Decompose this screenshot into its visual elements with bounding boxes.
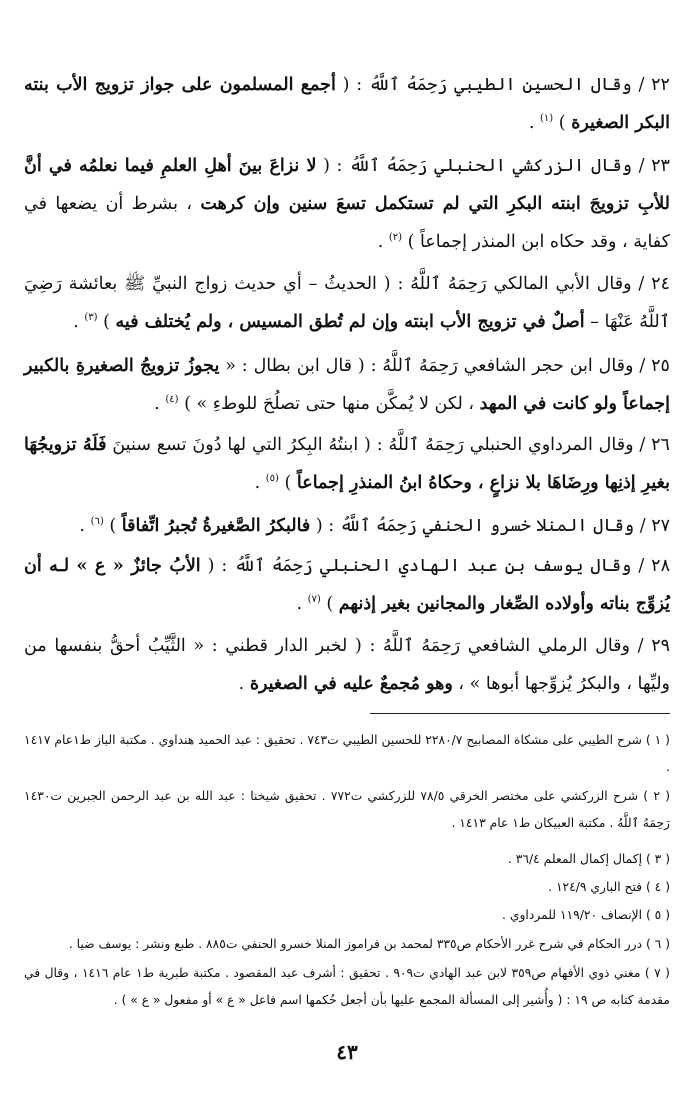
- paragraph-number: ٢٧ /: [639, 516, 670, 536]
- paragraph-26: [24, 426, 670, 502]
- paragraph-tail: ): [326, 594, 334, 614]
- paragraph-quote: وهو مُجمعٌ عليه في الصغيرة: [249, 674, 453, 694]
- paragraph-number: ٢٢ /: [638, 75, 670, 95]
- paragraph-tail: ): [284, 473, 292, 493]
- footnote-ref: (٧): [307, 594, 321, 606]
- paragraph-end: .: [377, 232, 384, 252]
- paragraph-end: .: [238, 674, 245, 694]
- paragraph-lead: وقال ابن حجر الشافعي رَحِمَهُ ٱللَّهُ : ( قال ابن بطال : «: [225, 356, 634, 376]
- paragraph-end: .: [154, 394, 160, 414]
- paragraph-end: .: [79, 516, 85, 536]
- footnote-ref: (١): [540, 113, 554, 125]
- paragraph-end: .: [254, 473, 261, 493]
- paragraph-number: ٢٣ /: [638, 156, 670, 176]
- paragraph-quote: الأبُ جائزٌ « ع » لـه أن يُزوِّج بناته وأولاده الصِّغار والمجانين بغير إذنهم: [24, 556, 670, 614]
- paragraph-number: ٢٦ /: [639, 435, 670, 455]
- page-number: ٤٣: [336, 1040, 358, 1064]
- paragraph-quote: فالبكرُ الصَّغيرةُ تُجبرُ اتِّفاقاً: [121, 516, 311, 536]
- paragraph-quote: فَلَهُ تزويجُهَا بغيرِ إذنِها ورِضَاهَا بلا نزاعٍ ، وحكاهُ ابنُ المنذرِ إجماعاً: [24, 435, 670, 493]
- footnote-ref: (٥): [265, 473, 279, 485]
- paragraph-27: [24, 507, 670, 545]
- footnote-3: ( ٣ ) إكمال إكمال المعلم ٣٦/٤ .: [507, 852, 670, 866]
- footnote-7: ( ٧ ) مغني ذوي الأفهام ص٣٥٩ لابن عبد الهادي ت٩٠٩ . تحقيق : أشرف عبد المقصود . مكتبة طبرية ط١ عام ١٤١٦ ، وقال في مقدمة كتابه ص ١٩ : ( وأُشير إلى المسألة المجمع عليها بأن أجعل حُكمها اسم فاعل « ع » أو مفعول « ع » ) .: [24, 966, 670, 1007]
- footnote-6: ( ٦ ) درر الحكام في شرح غرر الأحكام ص٣٣٥ لمحمد بن فراموز المنلا خسرو الحنفي ت٨٨٥ . طبع ونشر : يوسف ضيا .: [68, 937, 670, 951]
- paragraph-25: [24, 347, 670, 423]
- paragraph-lead: وقال الأبي المالكي رَحِمَهُ ٱللَّهُ : ( الحديثُ – أي حديث زواج النبيِّ ﷺ بعائشة رَضِيَ ٱللَّهُ عَنْهَا –: [24, 274, 670, 332]
- footnote-1: ( ١ ) شرح الطيبي على مشكاة المصابيح ٢٢٨٠/٧ للحسين الطيبي ت٧٤٣ . تحقيق : عبد الحميد هنداوي . مكتبة الباز ط١عام ١٤١٧ .: [24, 733, 670, 774]
- paragraph-tail: ، لكن لا يُمكَّن منها حتى تصلُحَ للوطءِ » ): [184, 394, 475, 414]
- paragraph-22: [24, 66, 670, 142]
- footnote-divider: [370, 713, 670, 714]
- footnote-ref: (٦): [90, 516, 104, 528]
- paragraph-number: ٢٤ /: [638, 274, 670, 294]
- paragraph-lead: وقال الحسين الطيبي رَحِمَهُ ٱللَّهُ : (: [342, 75, 632, 95]
- paragraph-24: [24, 265, 670, 341]
- paragraph-lead: وقال الزركشي الحنبلي رَحِمَهُ ٱللَّهُ : (: [323, 156, 632, 176]
- paragraph-end: .: [528, 113, 535, 133]
- footnote-2: ( ٢ ) شرح الزركشي على مختصر الخرقي ٧٨/٥ للزركشي ت٧٧٢ . تحقيق شيخنا : عبد الله بن عبد الرحمن الجبرين ت١٤٣٠ رَحِمَهُ ٱللَّهُ . مكتبة العبيكان ط١ عام ١٤١٣ .: [24, 789, 670, 830]
- paragraph-23: [24, 147, 670, 261]
- paragraph-number: ٢٨ /: [638, 556, 670, 576]
- paragraph-end: .: [296, 594, 303, 614]
- paragraph-lead: وقال المنلا خسرو الحنفي رَحِمَهُ ٱللَّهُ : (: [315, 516, 635, 536]
- footnote-ref: (٤): [165, 394, 179, 406]
- paragraph-tail: ، بشرط أن يضعها في كفاية ، وقد حكاه ابن المنذر إجماعاً ): [24, 194, 670, 252]
- footnote-ref: (٢): [388, 232, 403, 244]
- paragraph-number: ٢٥ /: [639, 356, 670, 376]
- paragraph-number: ٢٩ /: [637, 636, 670, 656]
- footnote-ref: (٣): [84, 312, 98, 324]
- paragraph-quote: أصلٌ في تزويج الأب ابنته وإن لم تُطق المسيس ، ولم يُختلف فيه: [115, 312, 585, 332]
- paragraph-tail: ): [109, 516, 117, 536]
- paragraph-29: [24, 627, 670, 703]
- paragraph-end: .: [73, 312, 79, 332]
- paragraph-lead: وقال يوسف بن عبد الهادي الحنبلي رَحِمَهُ ٱللَّهُ : (: [207, 556, 632, 576]
- paragraph-lead: وقال الرملي الشافعي رَحِمَهُ ٱللَّهُ : ( لخبر الدار قطني : « الثَّيِّبُ أحقُّ بنفسها من وليِّها ، والبكرُ يُزوِّجها أبوها » ،: [24, 636, 670, 694]
- paragraph-28: [24, 547, 670, 623]
- paragraph-quote: يجوزُ تزويجُ الصغيرةِ بالكبير إجماعاً ولو كانت في المهد: [24, 356, 670, 414]
- paragraph-lead: وقال المرداوي الحنبلي رَحِمَهُ ٱللَّهُ : ( ابنتُهُ البِكرُ التي لها دُونَ تسع سنينَ: [112, 435, 634, 455]
- paragraph-tail: ): [558, 113, 566, 133]
- paragraph-quote: لا نزاعَ بينَ أهلِ العلمِ فيما نعلمُه في أنَّ للأبِ تزويجَ ابنته البكرِ التي لم تستكمل تسعَ سنين وإن كرهت: [24, 156, 670, 214]
- footnote-4: ( ٤ ) فتح الباري ١٢٤/٩ .: [548, 880, 670, 894]
- footnote-5: ( ٥ ) الإنصاف ١١٩/٢٠ للمرداوي .: [502, 908, 670, 922]
- paragraph-quote: أجمع المسلمون على جواز تزويج الأب بنته البكر الصغيرة: [24, 75, 670, 133]
- paragraph-tail: ): [103, 312, 110, 332]
